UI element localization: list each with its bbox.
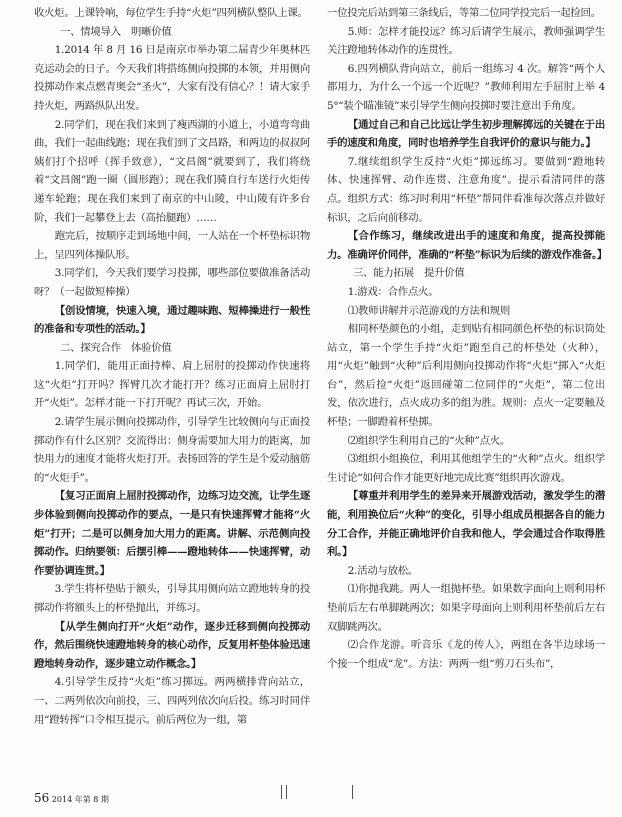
- body-paragraph: 6.四列横队背向站立，前后一组练习 4 次。解答“两个人都用力，为什么一个远一个近呢？”教师利用左手屈肘上举 45°“装个瞄准镜”来引导学生侧向投掷时要注意出手角度。: [327, 62, 605, 112]
- commentary-paragraph: 【尊重并利用学生的差异来开展游戏活动，激发学生的潜能，利用换位后“火种”的变化，引导小组成员根据各自的能力分工合作，并能正确地评价自我和他人，学会通过合作取得胜利。】: [327, 490, 605, 559]
- commentary-paragraph: 【创设情境，快速入境，通过趣味跑、短棒操进行一般性的准备和专项性的活动。】: [34, 304, 310, 336]
- issue-label: 2014 年第 8 期: [51, 795, 109, 804]
- body-paragraph: 收火炬。上课铃响，每位学生手持“火炬”四列横队整队上课。: [34, 7, 308, 19]
- body-paragraph: 5.师：怎样才能投远？练习后请学生展示，教师强调学生关注蹬地转体动作的连贯性。: [327, 25, 605, 57]
- body-paragraph: 2.同学们，现在我们来到了瘦西湖的小道上，小道弯弯曲曲，我们一起曲线跑；现在我们到了文昌路，和两边的叔叔阿姨们打个招呼（挥手致意），“文昌阁”就要到了，我们将绕着“文昌阁”跑一圈（圆形跑）；现在我们骑自行车送行火炬传递车轮跑；现在我们来到了南京的中山陵，中山陵有许多台阶，我们一起攀登上去（高抬腿跑）……: [34, 118, 310, 224]
- page-number: 56: [34, 791, 50, 805]
- body-paragraph: 1.游戏：合作点火。: [347, 285, 439, 298]
- body-paragraph: 7.继续组织学生反持“火炬”掷远练习。要做到“蹬地转体、快速挥臂、动作连贯、注意角度”。提示看清同伴的落点。组织方式：练习时利用“杯垫”帮同伴看准每次落点并做好标识，之后向前移动。: [327, 155, 605, 224]
- body-paragraph: 2.活动与放松。: [347, 564, 419, 577]
- body-paragraph: 相同杯垫颜色的小组，走到贴有相同颜色杯垫的标识筒处站立，第一个学生手持“火炬”跑至自己的杯垫处（火种），用“火炬”触到“火种”后利用侧向投掷动作将“火炬”掷入“火炬台”，然后捡“火炬”返回碰第二位同伴的“火炬”，第二位出发，依次进行，点火成功多的组为胜。规则：点火一定要触及杯垫；一脚蹬着杯垫掷。: [327, 323, 605, 429]
- right-column: [327, 4, 608, 673]
- page-footer: [34, 793, 109, 805]
- binding-mark: [352, 785, 353, 799]
- body-paragraph: 4.引导学生反持“火炬”练习掷远。两两横排背向站立，一、二两列依次向前投，三、四两列依次向后投。练习时同伴用“蹬转挥”口令相互提示。前后两位为一组，第: [34, 676, 310, 726]
- section-heading: 一、情境导入 明晰价值: [60, 25, 172, 38]
- body-paragraph: 3.同学们，今天我们要学习投掷，哪些部位要做准备活动呀？（一起做短棒操）: [34, 267, 310, 298]
- body-paragraph: 跑完后，按顺序走到场地中间，一人站在一个杯垫标识物上，呈四列体操队形。: [34, 230, 310, 261]
- body-paragraph: 3.学生将杯垫贴于额头，引导其用侧向站立蹬地转身的投掷动作将额头上的杯垫抛出，并练习。: [34, 583, 310, 614]
- body-paragraph: 1.同学们，能用正面持棒、肩上屈肘的投掷动作快速将这“火炬”打开吗？挥臂几次才能打开？练习正面肩上屈肘打开“火炬”。怎样才能一下打开呢？再试三次，开始。: [34, 360, 310, 410]
- commentary-paragraph: 【通过自己和自己比远让学生初步理解掷远的关键在于出手的速度和角度，同时也培养学生自我评价的意识与能力。】: [327, 118, 605, 150]
- body-paragraph: ⑶组织小组换位，利用其他组学生的“火种”点火。组织学生讨论“如何合作才能更好地完成比赛”组织再次游戏。: [327, 453, 605, 484]
- commentary-paragraph: 【从学生侧向打开“火炬”动作，逐步迁移到侧向投掷动作，然后围绕快速蹬地转身的核心动作，反复用杯垫体验迅速蹬地转身动作，逐步建立动作概念。】: [34, 620, 310, 670]
- commentary-paragraph: 【合作练习，继续改进出手的速度和角度，提高投掷能力。准确评价同伴，准确的“杯垫”标识为后续的游戏作准备。】: [327, 230, 608, 261]
- section-heading: 三、能力拓展 提升价值: [353, 267, 465, 280]
- left-column: [34, 4, 310, 729]
- binding-mark: [281, 785, 282, 799]
- body-paragraph: ⑵合作龙游。听音乐《龙的传人》，两组在各半边球场一个接一个组成“龙”。方法：两两一组“剪刀石头布”，: [327, 639, 605, 670]
- body-paragraph: ⑴教师讲解并示范游戏的方法和规则: [347, 304, 511, 317]
- section-heading: 二、探究合作 体验价值: [60, 341, 172, 354]
- body-paragraph: ⑵组织学生利用自己的“火种”点火。: [347, 434, 511, 447]
- binding-mark: [286, 785, 287, 799]
- commentary-paragraph: 【复习正面肩上屈肘投掷动作，边练习边交流，让学生逐步体验到侧向投掷动作的要点，一是只有快速挥臂才能将“火炬”打开；二是可以侧身加大用力的距离。讲解、示范侧向投掷动作。归纳要领：后摆引棒——蹬地转体——快速挥臂，动作要协调连贯。】: [34, 490, 310, 577]
- body-paragraph: 一位投完后站到第三条线后，等第二位同学投完后一起捡回。: [327, 7, 601, 19]
- body-paragraph: ⑴你抛我跳。两人一组抛杯垫。如果数字面向上则利用杯垫前后左右单脚跳两次；如果字母面向上则利用杯垫前后左右双脚跳两次。: [327, 583, 605, 633]
- body-paragraph: 1.2014 年 8 月 16 日是南京市举办第二届青少年奥林匹克运动会的日子。今天我们将搭练侧向投掷的本领，并用侧向投掷动作来点燃青奥会“圣火”，大家有没有信心？！请大家手持火炬，两路纵队出发。: [34, 44, 310, 112]
- body-paragraph: 2.请学生展示侧向投掷动作，引导学生比较侧向与正面投掷动作有什么区别？交流得出：侧身需要加大用力的距离，加快用力的速度才能将火炬打开。表扬回答的学生是个爱动脑筋的“火炬手”。: [34, 416, 310, 484]
